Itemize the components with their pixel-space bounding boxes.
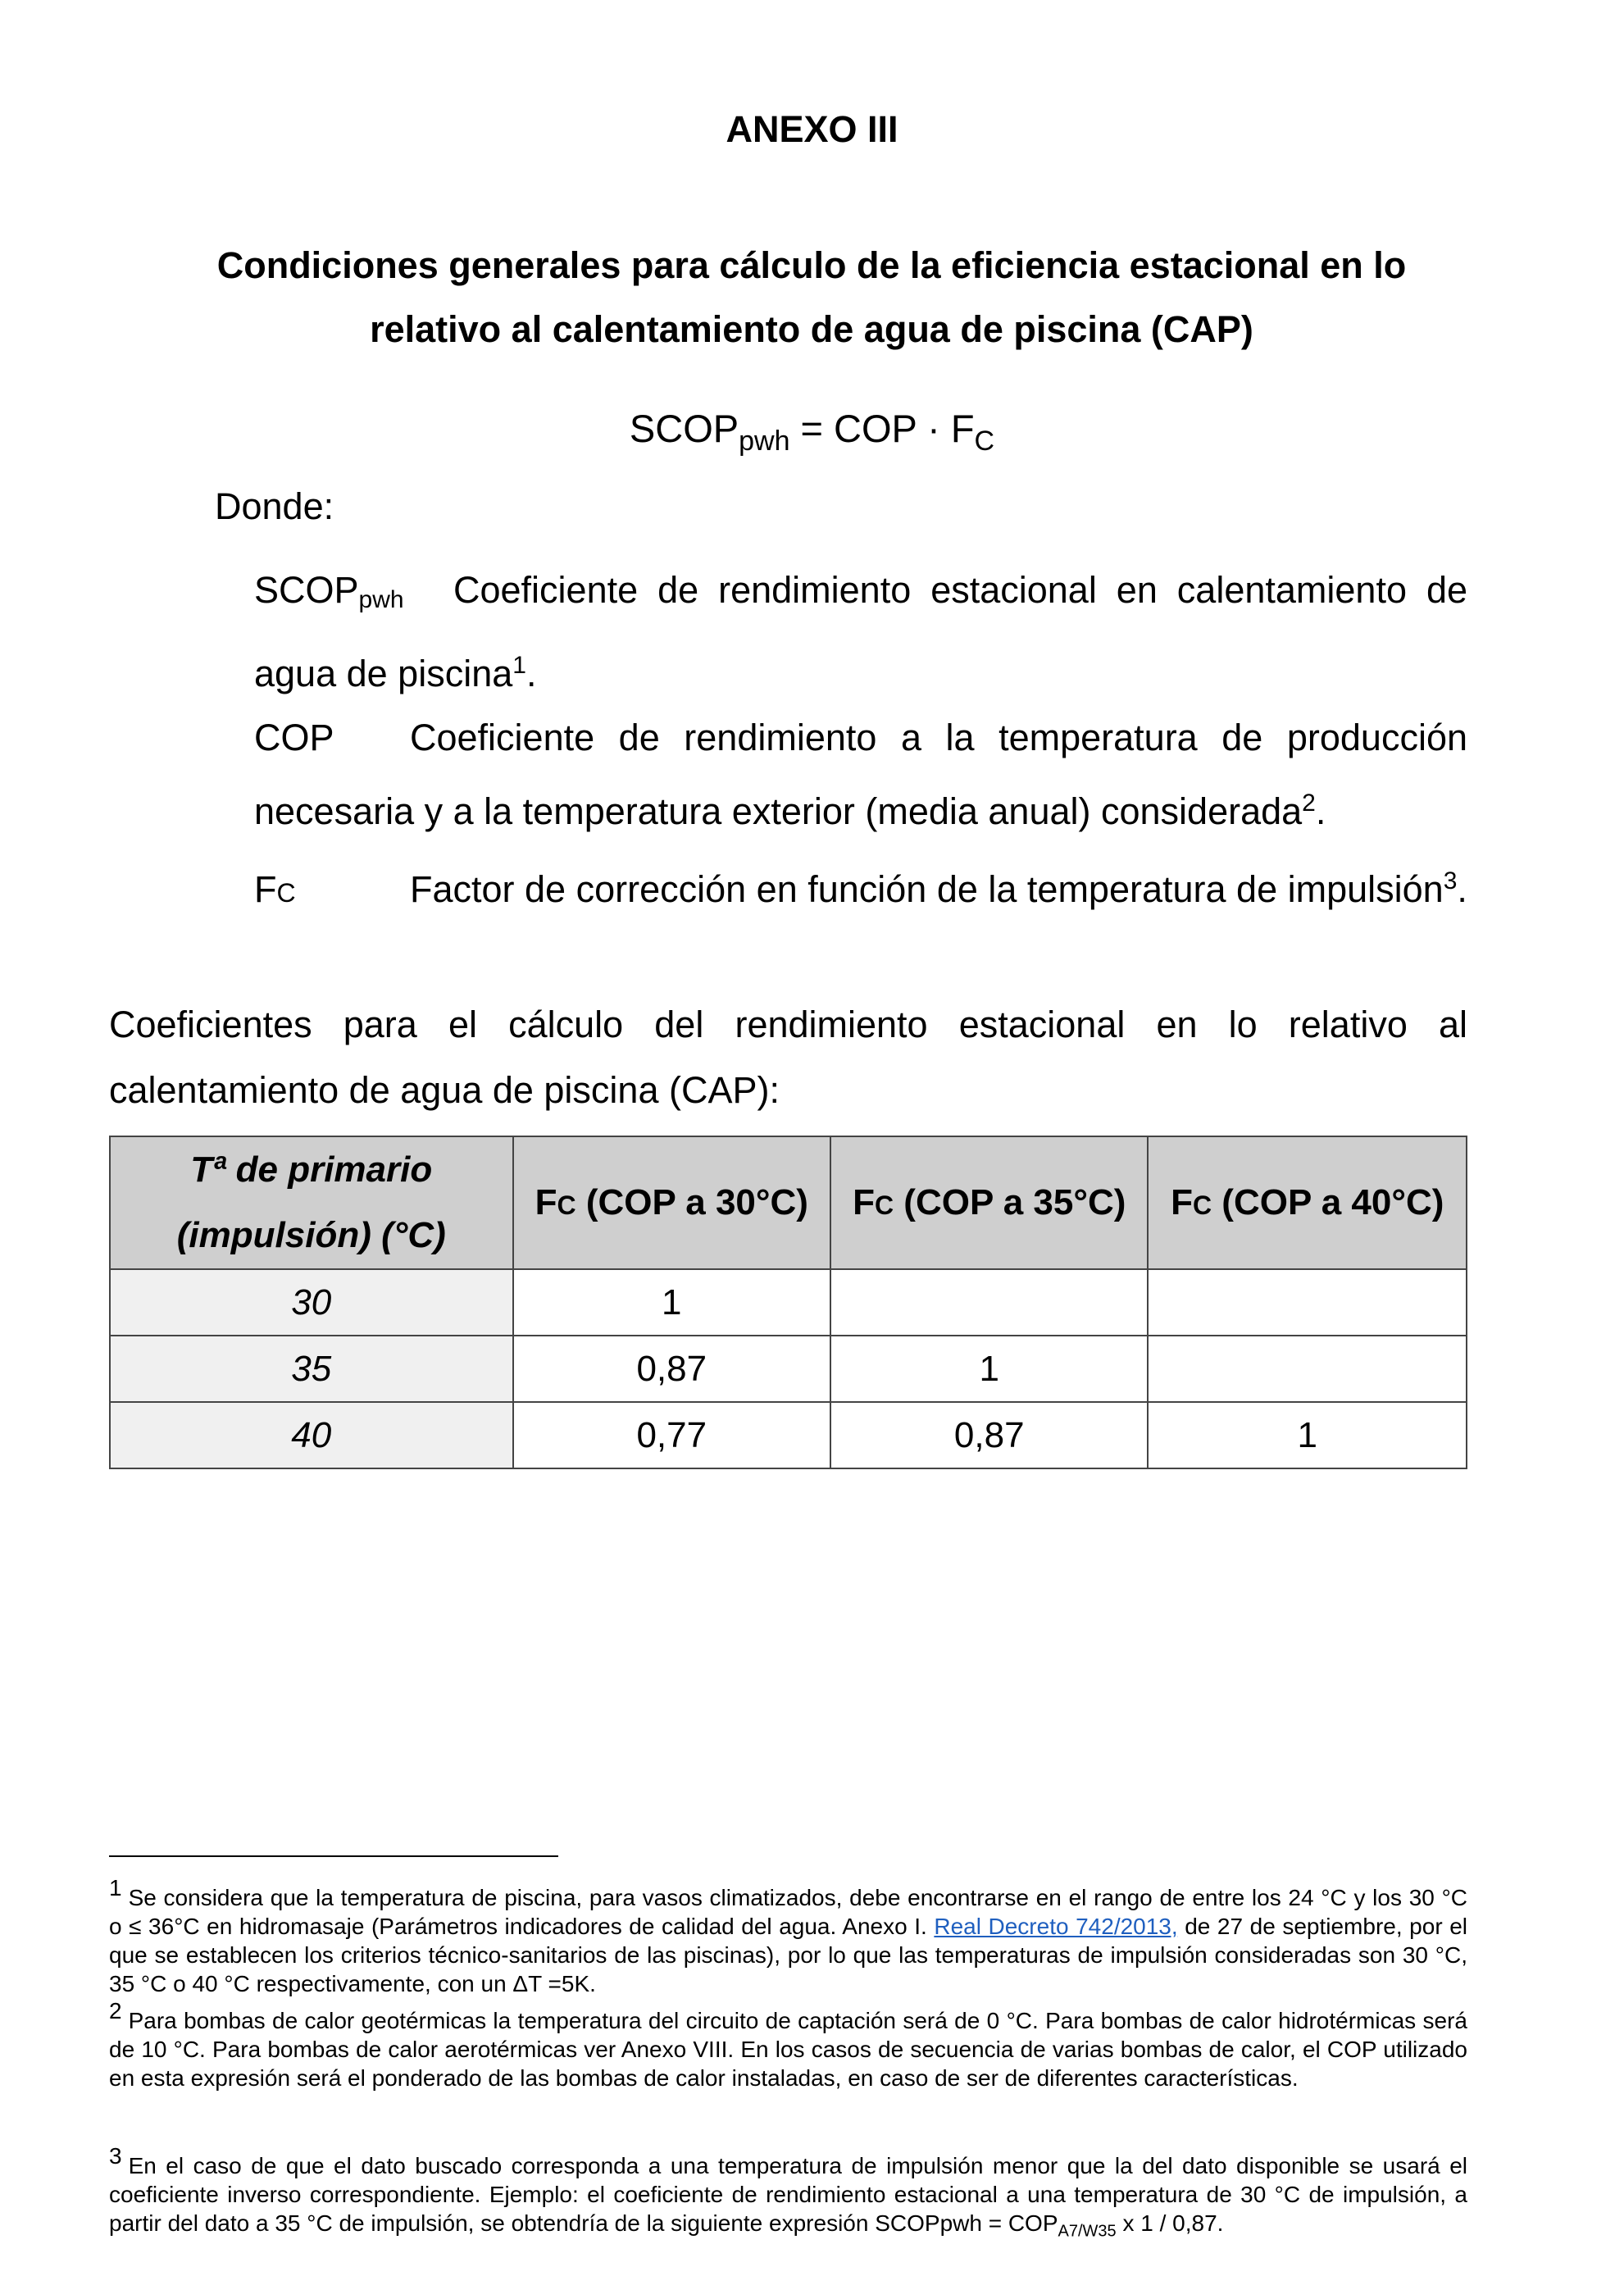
formula-lhs-sub: pwh <box>739 426 790 457</box>
coefficients-table <box>109 1136 1467 1469</box>
table-cell: 30 <box>110 1269 513 1336</box>
definition-fc: FC Factor de corrección en función de la temperatura de impulsión$^3$. <box>254 849 1467 926</box>
column-header-fc-35: FC (COP a 35°C) <box>830 1136 1148 1269</box>
footnote-separator <box>109 1855 558 1857</box>
real-decreto-link[interactable]: Real Decreto 742/2013, <box>934 1914 1178 1939</box>
formula-rhs-sub: C <box>974 426 995 457</box>
table-cell: 35 <box>110 1336 513 1402</box>
table-cell: 40 <box>110 1402 513 1468</box>
where-label: Donde: <box>215 485 334 527</box>
definition-text: Coeficiente de rendimiento estacional en calentamiento de agua de piscina <box>254 569 1467 694</box>
footnote-ref-1[interactable]: 1 <box>512 652 526 679</box>
scop-formula <box>0 406 1624 457</box>
definition-symbol: FC <box>254 868 296 910</box>
table-cell <box>1148 1269 1467 1336</box>
annex-title: ANEXO III <box>726 108 898 150</box>
table-row <box>110 1402 1467 1468</box>
footnote-ref-2[interactable]: 2 <box>1302 790 1316 817</box>
definition-scop: $SCOP_{pwh}$ Coeficiente de rendimiento estacional en calentamiento de agua de piscina$^1$. <box>254 558 1467 707</box>
table-cell: 0,87 <box>513 1336 830 1402</box>
definition-cop: COP Coeficiente de rendimiento a la temperatura de producción necesaria y a la temperatura exterior (media anual) considerada$^2$. <box>254 705 1467 844</box>
table-cell: 1 <box>830 1336 1148 1402</box>
definition-symbol: $SCOP_{pwh}$ <box>254 569 404 613</box>
column-header-fc-30: FC (COP a 30°C) <box>513 1136 830 1269</box>
table-cell: 0,77 <box>513 1402 830 1468</box>
footnote-ref-3[interactable]: 3 <box>1443 867 1458 894</box>
table-cell: 1 <box>513 1269 830 1336</box>
footnote-number: 2 <box>109 1998 122 2023</box>
table-cell: 1 <box>1148 1402 1467 1468</box>
table-cell <box>830 1269 1148 1336</box>
table-row <box>110 1269 1467 1336</box>
section-subtitle: Condiciones generales para cálculo de la eficiencia estacional en lo relativo al calentamiento de agua de piscina (CAP) <box>216 244 1407 350</box>
footnote-3: 3 En el caso de que el dato buscado corresponda a una temperatura de impulsión menor que la del dato disponible se usará el coeficiente inverso correspondiente. Ejemplo: el coeficiente de rendimiento estacional a una temperatura de 30 °C de impulsión, a partir del dato a 35 °C de impulsión, se obtendría de la siguiente expresión SCOPpwh = $COP_{A7/W35}$ x 1 / 0,87. <box>109 2143 1467 2241</box>
table-cell: 0,87 <box>830 1402 1148 1468</box>
footnote-number: 1 <box>109 1875 122 1900</box>
table-header-row <box>110 1136 1467 1269</box>
column-header-fc-40: FC (COP a 40°C) <box>1148 1136 1467 1269</box>
definition-symbol: COP <box>254 717 334 758</box>
footnote-2: 2 Para bombas de calor geotérmicas la temperatura del circuito de captación será de 0 °C. Para bombas de calor hidrotérmicas será de 10 °C. Para bombas de calor aerotérmicas ver Anexo VIII. En los casos de secuencia de varias bombas de calor, el COP utilizado en esta expresión será el ponderado de las bombas de calor instaladas, en caso de ser de diferentes características. <box>109 1998 1467 2091</box>
formula-rhs: = COP · F <box>789 407 975 450</box>
table-cell <box>1148 1336 1467 1402</box>
footnote-1: 1 Se considera que la temperatura de piscina, para vasos climatizados, debe encontrarse en el rango de entre los 24 °C y los 30 °C o ≤ 36°C en hidromasaje (Parámetros indicadores de calidad del agua. Anexo I. Real Decreto 742/2013, de 27 de septiembre, por el que se establecen los criterios técnico-sanitarios de las piscinas), por lo que las temperaturas de impulsión consideradas son 30 °C, 35 °C o 40 °C respectivamente, con un ΔT =5K. <box>109 1875 1467 1996</box>
definition-text: Coeficiente de rendimiento a la temperatura de producción necesaria y a la temperatura exterior (media anual) considerada <box>254 717 1467 832</box>
table-intro: Coeficientes para el cálculo del rendimiento estacional en lo relativo al calentamiento de agua de piscina (CAP): <box>109 1004 1467 1111</box>
footnote-number: 3 <box>109 2143 122 2169</box>
formula-lhs: SCOP <box>629 407 739 450</box>
column-header-temperature: Tª de primario (impulsión) (°C) <box>110 1136 513 1269</box>
definition-text: Factor de corrección en función de la temperatura de impulsión <box>410 868 1444 910</box>
table-row <box>110 1336 1467 1402</box>
